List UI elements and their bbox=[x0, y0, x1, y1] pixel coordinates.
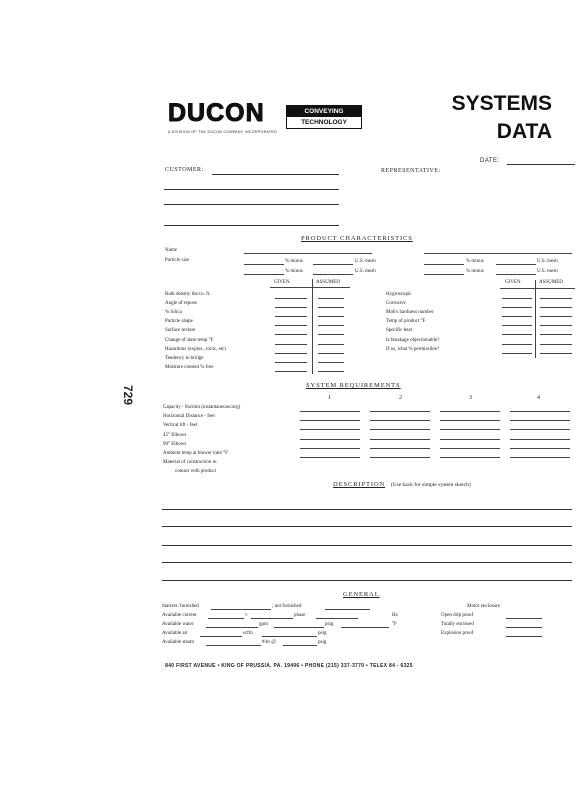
description-note: (Use back for simple system sketch) bbox=[390, 482, 471, 488]
system-requirement-label: Capacity - lbs/min (instantaneous/avg) bbox=[163, 405, 241, 410]
assumed-header-right: ASSUMED bbox=[539, 280, 563, 285]
open-drip-field[interactable] bbox=[506, 618, 542, 619]
assumed-field[interactable] bbox=[318, 307, 344, 308]
lbhr-label: #/hr @ bbox=[262, 640, 276, 645]
name-field-left[interactable] bbox=[244, 253, 372, 254]
assumed-field[interactable] bbox=[540, 307, 572, 308]
not-furnished-label: ; not furnished bbox=[272, 604, 302, 609]
water-psig-field[interactable] bbox=[274, 627, 324, 628]
assumed-field[interactable] bbox=[540, 353, 572, 354]
name-field-right[interactable] bbox=[424, 253, 572, 254]
assumed-field[interactable] bbox=[540, 298, 572, 299]
current-hz-field[interactable] bbox=[316, 618, 358, 619]
explosion-proof-field[interactable] bbox=[506, 636, 542, 637]
general-heading: GENERAL bbox=[343, 591, 380, 598]
motor-enclosure-label: Motor enclosure bbox=[467, 604, 500, 609]
customer-field[interactable] bbox=[212, 174, 339, 175]
product-property-label: Bulk density lbs/cu. ft. bbox=[165, 292, 211, 297]
air-scfm-field[interactable] bbox=[200, 636, 242, 637]
assumed-field[interactable] bbox=[540, 344, 572, 345]
system-requirement-field[interactable] bbox=[510, 439, 570, 440]
product-property-label: Surface texture bbox=[165, 328, 196, 334]
logo-tagline-box bbox=[286, 105, 362, 129]
open-drip-label: Open drip proof bbox=[441, 613, 474, 618]
particle-size-label: Particle size bbox=[165, 258, 190, 263]
water-label: Available water bbox=[162, 622, 194, 627]
assumed-field[interactable] bbox=[540, 334, 572, 335]
assumed-field[interactable] bbox=[318, 325, 344, 326]
assumed-field[interactable] bbox=[318, 353, 344, 354]
gpm-label: gpm bbox=[259, 622, 268, 627]
given-field[interactable] bbox=[502, 344, 532, 345]
totally-enclosed-field[interactable] bbox=[506, 627, 542, 628]
product-property-label: Moisture content % free bbox=[165, 364, 214, 370]
title-data: DATA bbox=[496, 120, 552, 143]
current-phase-field[interactable] bbox=[251, 618, 293, 619]
description-line-2[interactable] bbox=[162, 526, 572, 527]
water-temp-field[interactable] bbox=[341, 627, 389, 628]
steam-lbhr-field[interactable] bbox=[206, 645, 261, 646]
assumed-field[interactable] bbox=[540, 325, 572, 326]
title-systems: SYSTEMS bbox=[451, 92, 552, 115]
system-requirement-label: Horizontal Distance - feet bbox=[163, 414, 215, 420]
system-requirement-field[interactable] bbox=[510, 457, 570, 458]
assumed-field[interactable] bbox=[318, 362, 344, 363]
system-requirement-label: Vertical lift - feet bbox=[163, 423, 198, 429]
system-requirement-field[interactable] bbox=[440, 439, 500, 440]
system-requirement-field[interactable] bbox=[370, 429, 430, 430]
system-requirement-field[interactable] bbox=[370, 439, 430, 440]
ps-mesh-field[interactable] bbox=[313, 274, 353, 275]
ps-minus-label: % minus bbox=[466, 259, 484, 264]
product-property-label: Is breakage objectionable? bbox=[386, 337, 440, 343]
air-label: Available air bbox=[162, 631, 188, 636]
system-requirement-label: 45° Elbows bbox=[163, 432, 187, 438]
given-assumed-divider-left bbox=[312, 279, 313, 374]
date-field[interactable] bbox=[507, 164, 575, 165]
current-volts-field[interactable] bbox=[208, 618, 244, 619]
column-4-header: 4 bbox=[537, 395, 540, 401]
description-header bbox=[333, 481, 471, 488]
given-header-left: GIVEN bbox=[274, 280, 290, 285]
system-requirement-field[interactable] bbox=[510, 420, 570, 421]
given-assumed-rule-left bbox=[270, 287, 350, 288]
water-psig-label: psig bbox=[325, 622, 334, 627]
system-requirement-field[interactable] bbox=[440, 429, 500, 430]
explosion-proof-label: Explosion proof bbox=[441, 631, 474, 636]
ps-mesh-field[interactable] bbox=[496, 264, 536, 265]
assumed-field[interactable] bbox=[318, 344, 344, 345]
given-field[interactable] bbox=[502, 307, 532, 308]
customer-label: CUSTOMER: bbox=[165, 167, 204, 173]
given-field[interactable] bbox=[502, 325, 532, 326]
steam-label: Available steam bbox=[162, 640, 194, 645]
column-1-header: 1 bbox=[328, 395, 331, 401]
steam-psig-label: psig bbox=[318, 640, 327, 645]
current-label: Available current bbox=[162, 613, 197, 618]
product-property-label: Hygroscopic bbox=[386, 292, 412, 297]
given-field[interactable] bbox=[275, 344, 307, 345]
description-line-1[interactable] bbox=[162, 509, 572, 510]
system-requirements-heading: SYSTEM REQUIREMENTS bbox=[306, 382, 401, 389]
product-property-label: Temp of product °F bbox=[386, 319, 426, 325]
given-header-right: GIVEN bbox=[505, 280, 521, 285]
description-line-4[interactable] bbox=[162, 562, 572, 563]
system-requirement-label: 90° Elbows bbox=[163, 441, 187, 447]
logo-tagline-technology: TECHNOLOGY bbox=[301, 119, 347, 126]
ps-minus-label: % minus bbox=[285, 259, 303, 264]
hz-label: Hz bbox=[392, 613, 398, 618]
ps-minus-label: % minus bbox=[285, 269, 303, 274]
product-property-label: If so, what % permissible? bbox=[386, 346, 440, 352]
steam-psig-field[interactable] bbox=[283, 645, 317, 646]
water-temp-label: °F bbox=[392, 622, 397, 627]
customer-line-4[interactable] bbox=[164, 225, 339, 226]
assumed-field[interactable] bbox=[318, 316, 344, 317]
system-requirement-label: contact with product bbox=[175, 469, 217, 475]
system-requirement-field[interactable] bbox=[510, 429, 570, 430]
product-property-label: Hazardous (explos., toxic, etc) bbox=[165, 346, 227, 352]
ps-mesh-field[interactable] bbox=[496, 274, 536, 275]
product-property-label: Specific heat bbox=[386, 328, 412, 334]
system-requirement-field[interactable] bbox=[370, 448, 430, 449]
given-field[interactable] bbox=[275, 316, 307, 317]
system-requirement-label: Ambient temp at blower inlet °F bbox=[163, 451, 228, 456]
air-psig-field[interactable] bbox=[262, 636, 317, 637]
system-requirement-field[interactable] bbox=[370, 457, 430, 458]
given-assumed-divider-right bbox=[535, 280, 536, 358]
system-requirement-field[interactable] bbox=[440, 411, 500, 412]
given-field[interactable] bbox=[275, 353, 307, 354]
division-line: A DIVISION OF THE DUCON COMPANY INCORPORATED bbox=[168, 130, 277, 134]
logo-tagline-conveying: CONVEYING bbox=[287, 106, 361, 117]
given-field[interactable] bbox=[502, 334, 532, 335]
system-requirement-label: Material of construction in bbox=[163, 460, 217, 466]
given-field[interactable] bbox=[502, 316, 532, 317]
ps-minus-label: % minus bbox=[466, 269, 484, 274]
system-requirement-field[interactable] bbox=[300, 448, 360, 449]
column-3-header: 3 bbox=[469, 395, 472, 401]
column-2-header: 2 bbox=[399, 395, 402, 401]
given-field[interactable] bbox=[275, 298, 307, 299]
water-gpm-field[interactable] bbox=[206, 627, 258, 628]
product-property-label: Particle shape bbox=[165, 319, 193, 325]
description-line-3[interactable] bbox=[162, 545, 572, 546]
system-requirement-field[interactable] bbox=[300, 429, 360, 430]
footer-address: 840 FIRST AVENUE • KING OF PRUSSIA, PA. 19406 • PHONE (215) 337-3770 • TELEX 84 - 6325 bbox=[165, 663, 413, 669]
ps-minus-field[interactable] bbox=[424, 264, 464, 265]
phase-label: phase bbox=[294, 613, 306, 618]
product-property-label: Change of state temp °F bbox=[165, 337, 214, 343]
system-requirement-field[interactable] bbox=[510, 448, 570, 449]
given-assumed-rule-right bbox=[500, 288, 575, 289]
page-number: 729 bbox=[121, 384, 136, 406]
system-requirement-field[interactable] bbox=[300, 420, 360, 421]
product-property-label: Tendency to bridge bbox=[165, 355, 204, 361]
system-requirement-field[interactable] bbox=[370, 420, 430, 421]
system-requirement-field[interactable] bbox=[300, 439, 360, 440]
system-requirement-field[interactable] bbox=[300, 457, 360, 458]
system-requirement-field[interactable] bbox=[440, 448, 500, 449]
given-field[interactable] bbox=[275, 362, 307, 363]
product-property-label: % Silica bbox=[165, 310, 182, 316]
totally-enclosed-label: Totally enclosed bbox=[441, 622, 474, 627]
product-property-label: Corrosive bbox=[386, 301, 406, 307]
ps-mesh-label: U.S. mesh bbox=[355, 269, 376, 274]
ps-mesh-label: U.S. mesh bbox=[355, 259, 376, 264]
system-requirement-field[interactable] bbox=[370, 411, 430, 412]
product-property-label: Moh's hardness number bbox=[386, 310, 434, 316]
given-field[interactable] bbox=[275, 334, 307, 335]
description-line-5[interactable] bbox=[162, 580, 572, 581]
air-psig-label: psig bbox=[318, 631, 327, 636]
volts-label: v bbox=[245, 613, 248, 618]
ducon-logo: DUCON bbox=[168, 99, 265, 127]
ps-minus-field[interactable] bbox=[244, 274, 284, 275]
product-property-label: Angle of repose bbox=[165, 301, 197, 307]
system-requirement-field[interactable] bbox=[440, 420, 500, 421]
customer-line-3[interactable] bbox=[164, 204, 339, 205]
name-label: Name bbox=[165, 248, 177, 253]
given-field[interactable] bbox=[502, 298, 532, 299]
ps-minus-field[interactable] bbox=[424, 274, 464, 275]
given-field[interactable] bbox=[502, 353, 532, 354]
ps-mesh-field[interactable] bbox=[313, 264, 353, 265]
customer-line-2[interactable] bbox=[164, 189, 339, 190]
assumed-field[interactable] bbox=[318, 371, 344, 372]
starters-not-furnished-field[interactable] bbox=[325, 609, 370, 610]
given-field[interactable] bbox=[275, 307, 307, 308]
ps-mesh-label: U.S. mesh bbox=[537, 259, 558, 264]
assumed-header-left: ASSUMED bbox=[316, 280, 340, 285]
ps-minus-field[interactable] bbox=[244, 264, 284, 265]
ps-mesh-label: U.S. mesh bbox=[537, 269, 558, 274]
date-label: DATE: bbox=[480, 158, 500, 164]
assumed-field[interactable] bbox=[540, 316, 572, 317]
product-characteristics-heading: PRODUCT CHARACTERISTICS bbox=[301, 235, 413, 242]
representative-label: REPRESENTATIVE: bbox=[381, 168, 441, 174]
system-requirement-field[interactable] bbox=[510, 411, 570, 412]
assumed-field[interactable] bbox=[318, 334, 344, 335]
assumed-field[interactable] bbox=[318, 298, 344, 299]
scfm-label: scfm bbox=[243, 631, 253, 636]
starters-label: Starters: furnished bbox=[162, 604, 199, 609]
given-field[interactable] bbox=[275, 325, 307, 326]
given-field[interactable] bbox=[275, 371, 307, 372]
system-requirement-field[interactable] bbox=[300, 411, 360, 412]
starters-furnished-field[interactable] bbox=[211, 609, 271, 610]
system-requirement-field[interactable] bbox=[440, 457, 500, 458]
description-heading: DESCRIPTION bbox=[333, 481, 386, 488]
